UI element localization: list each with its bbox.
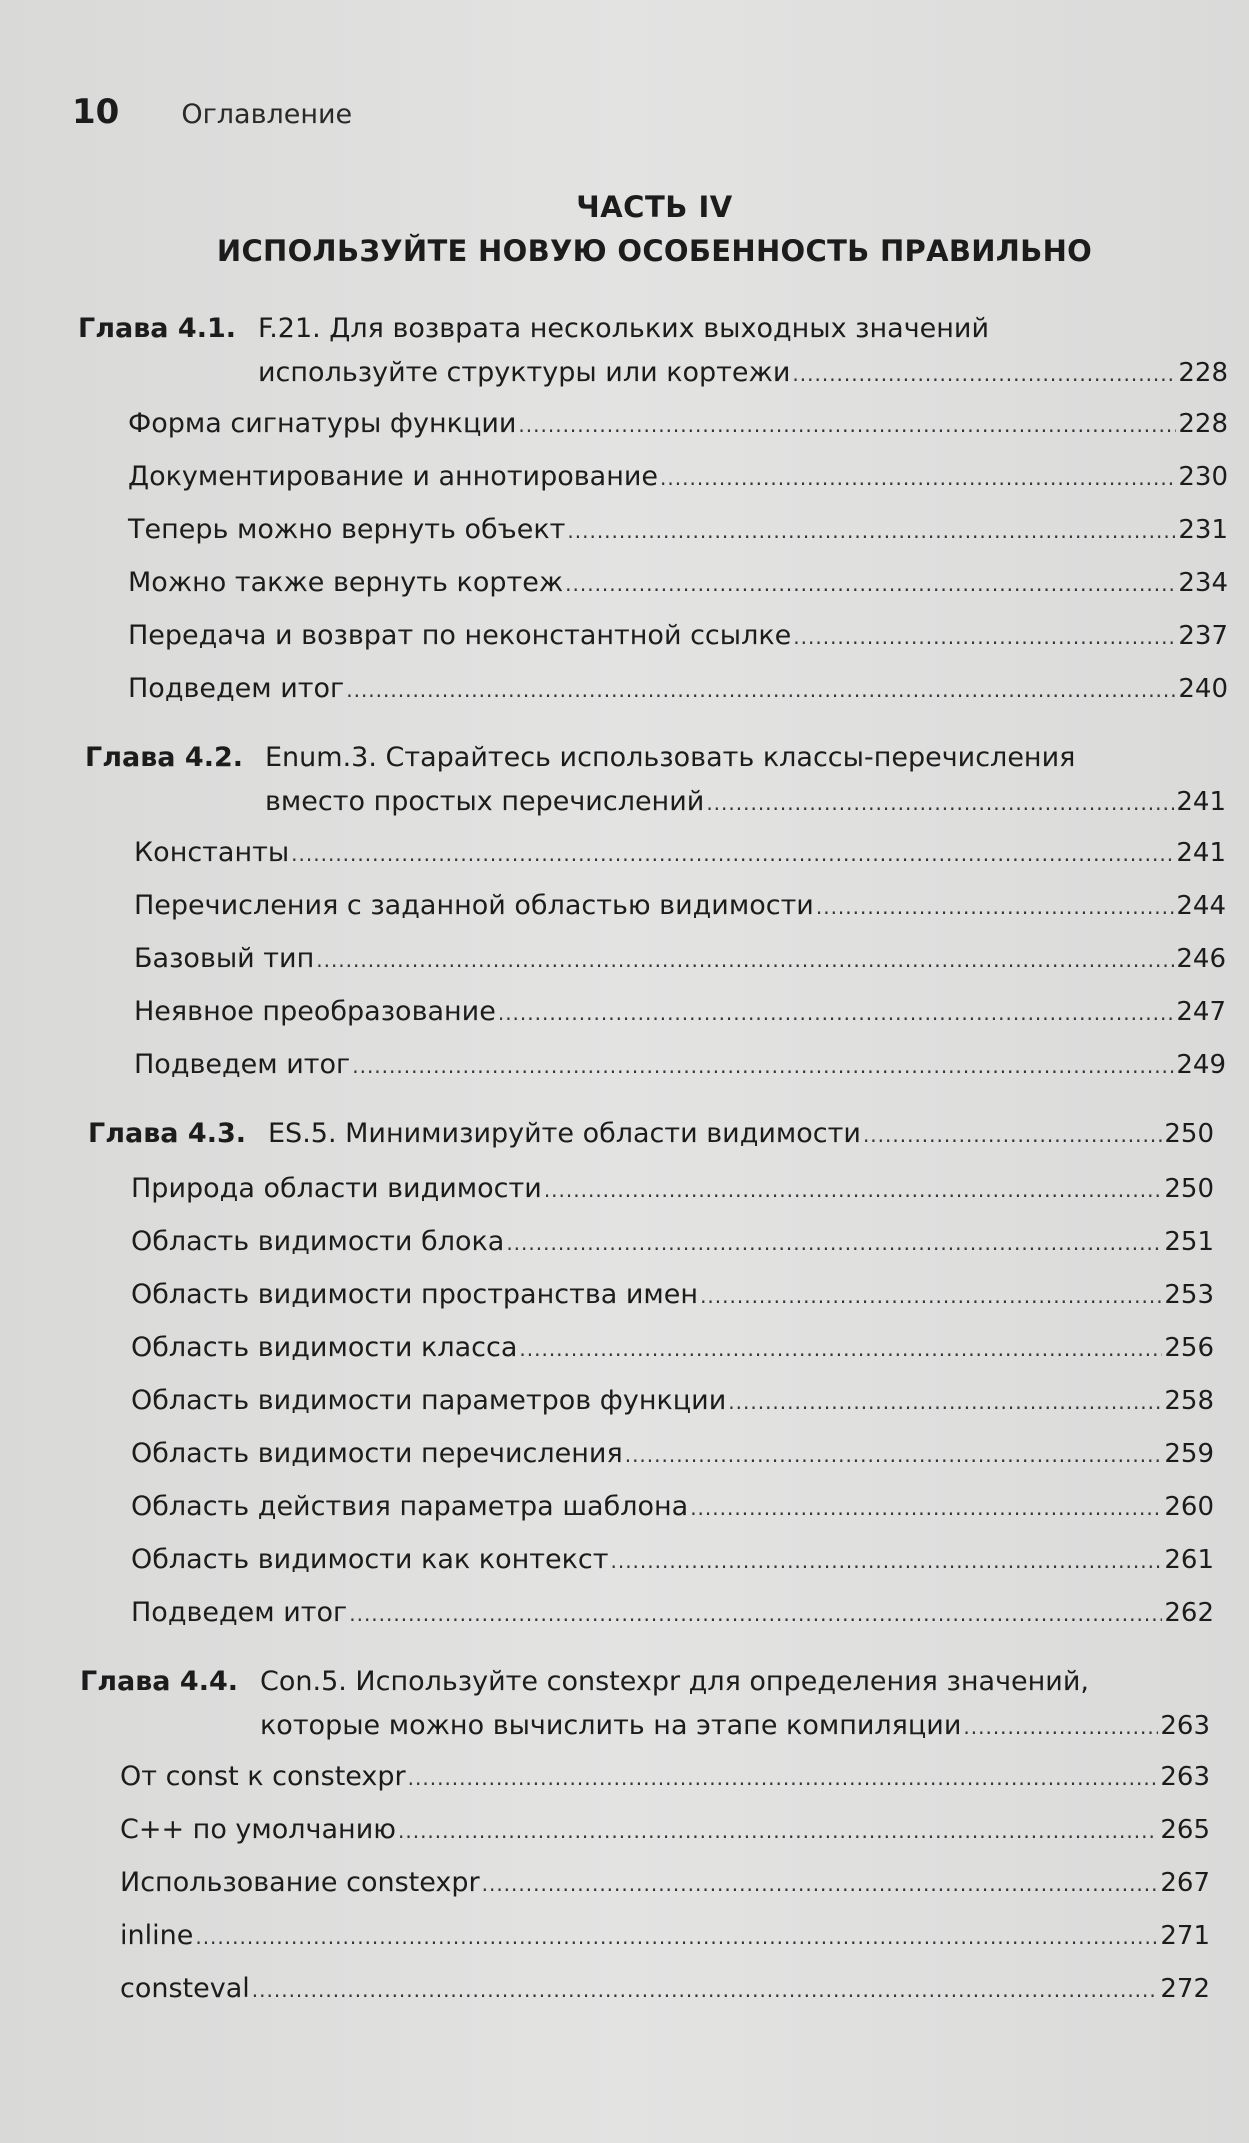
section-page: 249 [1176, 1050, 1226, 1080]
toc-section-entry [120, 1751, 1210, 1804]
leader-dots [408, 1751, 1159, 1804]
toc-section-entry [131, 1216, 1214, 1269]
section-title: Неявное преобразование [134, 996, 496, 1027]
section-title: Константы [134, 837, 290, 868]
section-list [131, 1163, 1214, 1640]
leader-dots [793, 610, 1176, 663]
toc-chapter [0, 305, 1228, 716]
chapter-heading-line [80, 1658, 1210, 1706]
section-page: 241 [1176, 838, 1226, 868]
toc-section-entry [128, 557, 1228, 610]
section-page: 271 [1160, 1921, 1210, 1951]
leader-dots [518, 398, 1176, 451]
chapter-title-continued: используйте структуры или кортежи [258, 357, 791, 388]
chapter-number: Глава 4.4. [80, 1666, 238, 1697]
toc-chapter [0, 1658, 1210, 2016]
section-list [134, 827, 1226, 1092]
toc-section-entry [131, 1269, 1214, 1322]
section-page: 237 [1178, 621, 1228, 651]
leader-dots [498, 986, 1175, 1039]
section-page: 230 [1178, 462, 1228, 492]
toc-section-entry [120, 1857, 1210, 1910]
section-page: 262 [1164, 1598, 1214, 1628]
toc-section-entry [131, 1428, 1214, 1481]
toc-section-entry [128, 663, 1228, 716]
chapter-page: 228 [1178, 358, 1228, 388]
toc-section-entry [134, 827, 1226, 880]
section-title: Можно также вернуть кортеж [128, 567, 564, 598]
section-title: Область видимости блока [131, 1226, 505, 1257]
section-page: 263 [1160, 1762, 1210, 1792]
leader-dots [506, 1216, 1162, 1269]
section-page: 259 [1164, 1439, 1214, 1469]
leader-dots [706, 782, 1174, 823]
section-title: От const к constexpr [120, 1761, 406, 1792]
section-title: Область действия параметра шаблона [131, 1491, 689, 1522]
leader-dots [610, 1534, 1162, 1587]
chapter-number: Глава 4.3. [88, 1118, 246, 1149]
chapter-title: ES.5. Минимизируйте области видимости [268, 1118, 861, 1149]
section-page: 253 [1164, 1280, 1214, 1310]
section-title: Подведем итог [128, 673, 345, 704]
toc-section-entry [120, 1804, 1210, 1857]
chapter-number: Глава 4.2. [85, 742, 243, 773]
section-page: 267 [1160, 1868, 1210, 1898]
toc-section-entry [128, 398, 1228, 451]
running-title: Оглавление [181, 99, 353, 130]
toc-chapter [0, 734, 1226, 1092]
section-title: Область видимости как контекст [131, 1544, 609, 1575]
toc-section-entry [134, 933, 1226, 986]
leader-dots [567, 504, 1176, 557]
toc-section-entry [131, 1481, 1214, 1534]
chapter-heading-line [78, 305, 1228, 353]
chapter-title: Con.5. Используйте constexpr для определения значений, [260, 1666, 1089, 1697]
chapter-title: F.21. Для возврата нескольких выходных значений [258, 313, 990, 344]
leader-dots [660, 451, 1176, 504]
section-page: 256 [1164, 1333, 1214, 1363]
leader-dots [398, 1804, 1158, 1857]
section-page: 247 [1176, 997, 1226, 1027]
leader-dots [792, 353, 1176, 394]
leader-dots [863, 1110, 1162, 1159]
running-head [72, 92, 352, 132]
chapter-page: 263 [1160, 1711, 1210, 1741]
section-page: 250 [1164, 1174, 1214, 1204]
leader-dots [625, 1428, 1163, 1481]
chapter-page: 241 [1176, 787, 1226, 817]
chapter-heading-line [78, 353, 1228, 394]
section-title: Область видимости пространства имен [131, 1279, 699, 1310]
chapter-title-continued: вместо простых перечислений [265, 786, 705, 817]
section-title: Теперь можно вернуть объект [128, 514, 566, 545]
section-page: 258 [1164, 1386, 1214, 1416]
section-title: consteval [120, 1973, 250, 2004]
leader-dots [291, 827, 1174, 880]
section-title: C++ по умолчанию [120, 1814, 396, 1845]
section-page: 251 [1164, 1227, 1214, 1257]
section-title: Документирование и аннотирование [128, 461, 659, 492]
toc-section-entry [120, 1963, 1210, 2016]
section-title: Область видимости параметров функции [131, 1385, 727, 1416]
section-page: 272 [1160, 1974, 1210, 2004]
chapter-heading-line [88, 1110, 1214, 1159]
toc-section-entry [134, 1039, 1226, 1092]
toc-section-entry [131, 1322, 1214, 1375]
leader-dots [316, 933, 1174, 986]
leader-dots [690, 1481, 1162, 1534]
section-title: Использование constexpr [120, 1867, 480, 1898]
chapter-number: Глава 4.1. [78, 313, 236, 344]
chapter-page: 250 [1164, 1119, 1214, 1149]
table-of-contents [0, 305, 1249, 2034]
section-title: inline [120, 1920, 194, 1951]
section-title: Форма сигнатуры функции [128, 408, 517, 439]
part-label: ЧАСТЬ IV [576, 190, 733, 224]
leader-dots [346, 663, 1176, 716]
leader-dots [816, 880, 1175, 933]
toc-chapter [0, 1110, 1214, 1640]
section-page: 260 [1164, 1492, 1214, 1522]
toc-section-entry [128, 504, 1228, 557]
toc-section-entry [128, 451, 1228, 504]
section-title: Область видимости класса [131, 1332, 518, 1363]
leader-dots [482, 1857, 1159, 1910]
toc-section-entry [120, 1910, 1210, 1963]
section-page: 261 [1164, 1545, 1214, 1575]
page-number: 10 [72, 92, 120, 132]
leader-dots [963, 1706, 1158, 1747]
leader-dots [728, 1375, 1162, 1428]
chapter-heading-line [80, 1706, 1210, 1747]
section-title: Область видимости перечисления [131, 1438, 623, 1469]
toc-section-entry [134, 986, 1226, 1039]
section-page: 234 [1178, 568, 1228, 598]
section-title: Базовый тип [134, 943, 315, 974]
toc-section-entry [131, 1375, 1214, 1428]
section-page: 244 [1176, 891, 1226, 921]
section-title: Перечисления с заданной областью видимости [134, 890, 814, 921]
section-page: 231 [1178, 515, 1228, 545]
chapter-heading-line [85, 734, 1226, 782]
toc-section-entry [128, 610, 1228, 663]
section-title: Передача и возврат по неконстантной ссылке [128, 620, 792, 651]
section-title: Подведем итог [134, 1049, 351, 1080]
section-title: Подведем итог [131, 1597, 348, 1628]
toc-section-entry [134, 880, 1226, 933]
leader-dots [700, 1269, 1162, 1322]
chapter-heading-line [85, 782, 1226, 823]
section-list [128, 398, 1228, 716]
leader-dots [352, 1039, 1174, 1092]
chapter-title-continued: которые можно вычислить на этапе компиляции [260, 1710, 962, 1741]
leader-dots [544, 1163, 1163, 1216]
part-title: ИСПОЛЬЗУЙТЕ НОВУЮ ОСОБЕННОСТЬ ПРАВИЛЬНО [216, 234, 1093, 268]
toc-section-entry [131, 1534, 1214, 1587]
section-page: 240 [1178, 674, 1228, 704]
leader-dots [252, 1963, 1159, 2016]
leader-dots [349, 1587, 1162, 1640]
leader-dots [565, 557, 1176, 610]
chapter-title: Enum.3. Старайтесь использовать классы-перечисления [265, 742, 1076, 773]
section-page: 265 [1160, 1815, 1210, 1845]
toc-section-entry [131, 1163, 1214, 1216]
section-list [120, 1751, 1210, 2016]
leader-dots [195, 1910, 1158, 1963]
part-heading [0, 190, 1249, 268]
toc-section-entry [131, 1587, 1214, 1640]
section-page: 228 [1178, 409, 1228, 439]
section-title: Природа области видимости [131, 1173, 542, 1204]
section-page: 246 [1176, 944, 1226, 974]
leader-dots [519, 1322, 1162, 1375]
